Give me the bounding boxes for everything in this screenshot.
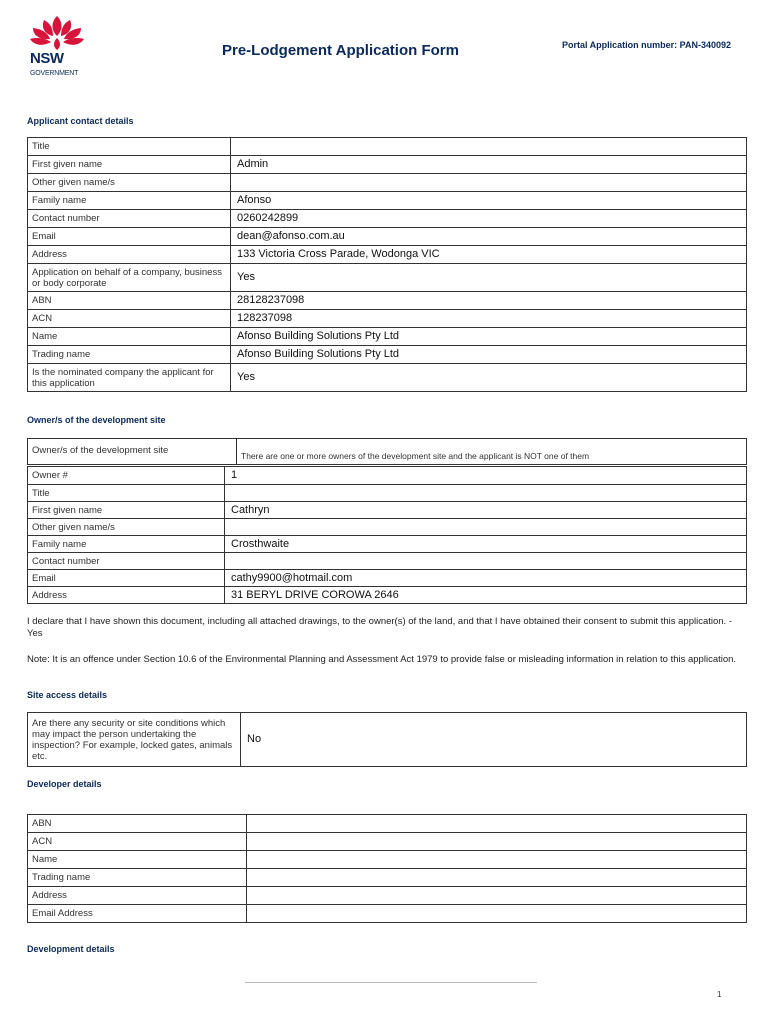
table-row xyxy=(28,328,747,346)
field-label: Other given name/s xyxy=(28,519,225,536)
table-row xyxy=(28,264,747,292)
field-value: cathy9900@hotmail.com xyxy=(225,570,747,587)
table-row xyxy=(28,851,747,869)
field-label: Owner/s of the development site xyxy=(28,439,237,465)
field-value: 31 BERYL DRIVE COROWA 2646 xyxy=(225,587,747,604)
field-label: First given name xyxy=(28,502,225,519)
field-value: dean@afonso.com.au xyxy=(231,228,747,246)
form-title: Pre-Lodgement Application Form xyxy=(222,42,459,59)
table-row xyxy=(28,310,747,328)
field-label: Contact number xyxy=(28,553,225,570)
field-label: Address xyxy=(28,587,225,604)
table-row xyxy=(28,815,747,833)
table-row xyxy=(28,364,747,392)
field-value: Admin xyxy=(231,156,747,174)
field-label: Email xyxy=(28,228,231,246)
field-label: Owner # xyxy=(28,467,225,485)
field-label: Name xyxy=(28,851,247,869)
field-label: Email Address xyxy=(28,905,247,923)
table-row xyxy=(28,156,747,174)
field-label: First given name xyxy=(28,156,231,174)
table-row xyxy=(28,833,747,851)
site-access-table xyxy=(27,712,747,767)
table-row xyxy=(28,467,747,485)
field-value: No xyxy=(241,713,747,767)
field-label: Address xyxy=(28,887,247,905)
table-row xyxy=(28,713,747,767)
field-label: Application on behalf of a company, business or body corporate xyxy=(28,264,231,292)
table-row xyxy=(28,192,747,210)
field-value: Crosthwaite xyxy=(225,536,747,553)
field-value xyxy=(225,485,747,502)
field-value: Cathryn xyxy=(225,502,747,519)
field-label: Contact number xyxy=(28,210,231,228)
field-label: Address xyxy=(28,246,231,264)
field-value xyxy=(231,174,747,192)
table-row xyxy=(28,228,747,246)
table-row xyxy=(28,570,747,587)
field-value: There are one or more owners of the development site and the applicant is NOT one of them xyxy=(237,439,747,465)
field-label: Title xyxy=(28,485,225,502)
logo-nsw-text: NSW xyxy=(30,50,64,67)
applicant-table xyxy=(27,137,747,392)
field-label: Are there any security or site conditions which may impact the person undertaking the inspection? For example, locked gates, animals etc. xyxy=(28,713,241,767)
field-label: ACN xyxy=(28,833,247,851)
table-row xyxy=(28,536,747,553)
owner-consent-declaration: I declare that I have shown this document, including all attached drawings, to the owner(s) of the land, and that I have obtained their consent to submit this application. - Yes xyxy=(27,616,732,639)
applicant-section-heading: Applicant contact details xyxy=(27,116,134,126)
field-label: Name xyxy=(28,328,231,346)
table-row xyxy=(28,587,747,604)
field-value: Yes xyxy=(231,264,747,292)
table-row xyxy=(28,246,747,264)
field-label: ACN xyxy=(28,310,231,328)
table-row xyxy=(28,439,747,465)
field-value xyxy=(247,869,747,887)
field-value xyxy=(225,553,747,570)
field-label: ABN xyxy=(28,292,231,310)
table-row xyxy=(28,905,747,923)
field-label: Trading name xyxy=(28,869,247,887)
table-row xyxy=(28,519,747,536)
logo-government-text: GOVERNMENT xyxy=(30,70,79,77)
table-row xyxy=(28,138,747,156)
field-value xyxy=(231,138,747,156)
field-label: Email xyxy=(28,570,225,587)
field-value: Afonso xyxy=(231,192,747,210)
field-value xyxy=(247,887,747,905)
field-value xyxy=(225,519,747,536)
field-value: 1 xyxy=(225,467,747,485)
field-label: Title xyxy=(28,138,231,156)
table-row xyxy=(28,210,747,228)
field-label: ABN xyxy=(28,815,247,833)
offence-note: Note: It is an offence under Section 10.6 of the Environmental Planning and Assessment Act 1979 to provide false or misleading information in relation to this application. xyxy=(27,654,737,665)
field-value: 128237098 xyxy=(231,310,747,328)
field-value xyxy=(247,815,747,833)
field-label: Is the nominated company the applicant for this application xyxy=(28,364,231,392)
table-row xyxy=(28,869,747,887)
table-row xyxy=(28,502,747,519)
owners-table xyxy=(27,466,747,604)
table-row xyxy=(28,553,747,570)
field-value xyxy=(247,833,747,851)
field-label: Family name xyxy=(28,536,225,553)
field-label: Trading name xyxy=(28,346,231,364)
field-value: 133 Victoria Cross Parade, Wodonga VIC xyxy=(231,246,747,264)
field-label: Family name xyxy=(28,192,231,210)
field-label: Other given name/s xyxy=(28,174,231,192)
footer-divider xyxy=(245,982,537,983)
table-row xyxy=(28,174,747,192)
developer-table xyxy=(27,814,747,923)
developer-section-heading: Developer details xyxy=(27,779,102,789)
field-value: 28128237098 xyxy=(231,292,747,310)
field-value: 0260242899 xyxy=(231,210,747,228)
field-value xyxy=(247,905,747,923)
field-value: Yes xyxy=(231,364,747,392)
owners-summary-table xyxy=(27,438,747,465)
field-value: Afonso Building Solutions Pty Ltd xyxy=(231,346,747,364)
field-value xyxy=(247,851,747,869)
portal-application-number: Portal Application number: PAN-340092 xyxy=(562,40,732,50)
owners-section-heading: Owner/s of the development site xyxy=(27,415,166,425)
table-row xyxy=(28,346,747,364)
table-row xyxy=(28,485,747,502)
table-row xyxy=(28,887,747,905)
page-number: 1 xyxy=(717,990,722,999)
field-value: Afonso Building Solutions Pty Ltd xyxy=(231,328,747,346)
table-row xyxy=(28,292,747,310)
development-section-heading: Development details xyxy=(27,944,115,954)
site-access-section-heading: Site access details xyxy=(27,690,108,700)
